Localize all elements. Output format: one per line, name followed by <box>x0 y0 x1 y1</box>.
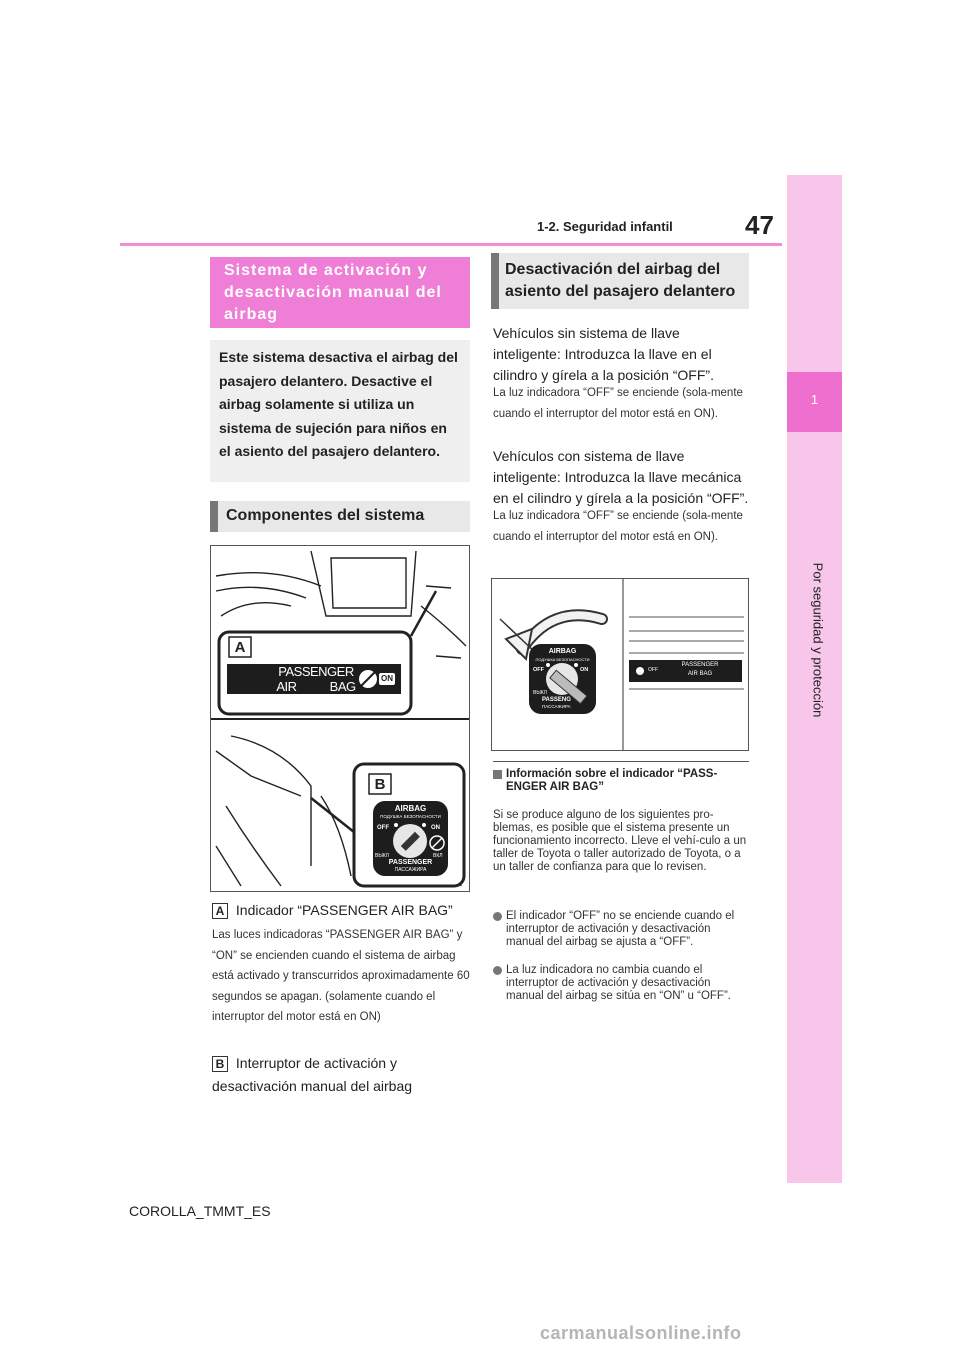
item-b <box>212 1052 474 1098</box>
switch-ru-label: ПОДУШКА БЕЗОПАСНОСТИ <box>535 657 590 662</box>
section-heading-manual-airbag: Sistema de activación y desactivación manual del airbag <box>210 257 470 328</box>
switch-passenger-ru: ПАССАЖИРА <box>542 704 571 709</box>
item-a-title: Indicador “PASSENGER AIR BAG” <box>235 902 453 918</box>
components-heading <box>210 501 470 532</box>
bullet-1-text: El indicador “OFF” no se enciende cuando el interruptor de activación y desactivación manual del airbag se ajusta a “OFF”. <box>506 910 735 948</box>
indicator-line2: AIR BAG <box>687 671 713 677</box>
heading-bar <box>210 501 218 532</box>
chapter-label: Por seguridad y protección <box>810 562 826 718</box>
info-text: Si se produce alguno de los siguientes pro-blemas, es posible que el sistema presente un funcionamiento incorrecto. Lleve el vehí-culo a un taller de Toyota o taller autorizado de Toyota, o a un taller de confianza para que lo revisen. <box>493 809 747 873</box>
header-rule <box>120 243 782 246</box>
bullet-item-2 <box>493 964 749 1003</box>
switch-airbag-label: AIRBAG <box>394 804 427 813</box>
deactivation-heading <box>491 253 749 309</box>
item-b-title: Interruptor de activación y desactivación manual del airbag <box>212 1055 413 1094</box>
bullet-icon <box>493 966 502 975</box>
item-b-badge: B <box>212 1056 228 1072</box>
item-a-text: Las luces indicadoras “PASSENGER AIR BAG” y “ON” se encienden cuando el sistema de airbag está activado y transcurridos aproximadamente 60 segundos se apagan. (solamente cuando el interruptor del motor está en ON) <box>212 929 470 1023</box>
figure-label-a: A <box>234 639 246 656</box>
switch-airbag-label: AIRBAG <box>548 648 577 655</box>
switch-passenger-ru: ПАССАЖИРА <box>394 867 427 873</box>
para-no-smart-key: Vehículos sin sistema de llave inteligente: Introduzca la llave en el cilindro y gírela a la posición “OFF”. <box>493 325 714 383</box>
switch-ru-label: ПОДУШКА БЕЗОПАСНОСТИ <box>380 814 441 819</box>
figure-label-b: B <box>374 776 386 793</box>
deactivation-heading-text: Desactivación del airbag del asiento del pasajero delantero <box>505 261 736 300</box>
switch-on-ru: ВКЛ <box>433 853 443 859</box>
chapter-number: 1 <box>810 392 819 407</box>
intro-box: Este sistema desactiva el airbag del pasajero delantero. Desactive el airbag solamente si utiliza un sistema de sujeción para niños en el asiento del pasajero delantero. <box>210 340 470 482</box>
bullet-icon <box>493 912 502 921</box>
item-a <box>212 902 472 919</box>
para-smart-key: Vehículos con sistema de llave inteligente: Introduzca la llave mecánica en el cilindro y gírela a la posición “OFF”. <box>493 448 749 506</box>
switch-off-ru: ВЫКЛ <box>375 853 389 859</box>
item-a-badge: A <box>212 903 228 919</box>
components-figure <box>210 545 470 892</box>
switch-passenger: PASSENG <box>542 697 571 703</box>
para-smart-key-note: La luz indicadora “OFF” se enciende (sola-mente cuando el interruptor del motor está en ON). <box>493 510 743 543</box>
indicator-text: PASSENGER AIR BAG <box>276 664 356 694</box>
switch-passenger: PASSENGER <box>388 859 433 866</box>
footer-doc-code: COROLLA_TMMT_ES <box>129 1203 271 1219</box>
switch-on-label: ON <box>431 825 440 831</box>
heading-bar <box>491 253 499 309</box>
bullet-item-1 <box>493 910 749 949</box>
switch-on-label: ON <box>580 667 589 673</box>
components-heading-text: Componentes del sistema <box>226 507 425 524</box>
watermark: carmanualsonline.info <box>540 1323 742 1343</box>
indicator-line1: PASSENGER <box>681 662 719 668</box>
square-bullet-icon <box>493 770 502 779</box>
page-number: 47 <box>745 210 774 240</box>
section-header: 1-2. Seguridad infantil <box>537 219 673 234</box>
info-heading-text: Información sobre el indicador “PASS-ENGER AIR BAG” <box>506 768 718 793</box>
indicator-off-label: OFF <box>648 667 658 673</box>
switch-off-label: OFF <box>533 667 544 673</box>
para-no-smart-key-note: La luz indicadora “OFF” se enciende (sola-mente cuando el interruptor del motor está en ON). <box>493 387 743 420</box>
dashboard-illustration <box>211 546 469 891</box>
switch-off-ru: ВЫКЛ <box>533 690 547 696</box>
bullet-2-text: La luz indicadora no cambia cuando el interruptor de activación y desactivación manual del airbag se sitúa en “ON” u “OFF”. <box>506 964 731 1002</box>
deactivation-figure <box>491 578 749 751</box>
switch-off-label: OFF <box>377 825 389 831</box>
info-heading <box>493 768 749 794</box>
info-rule <box>493 761 749 762</box>
indicator-on: ON <box>381 674 393 683</box>
